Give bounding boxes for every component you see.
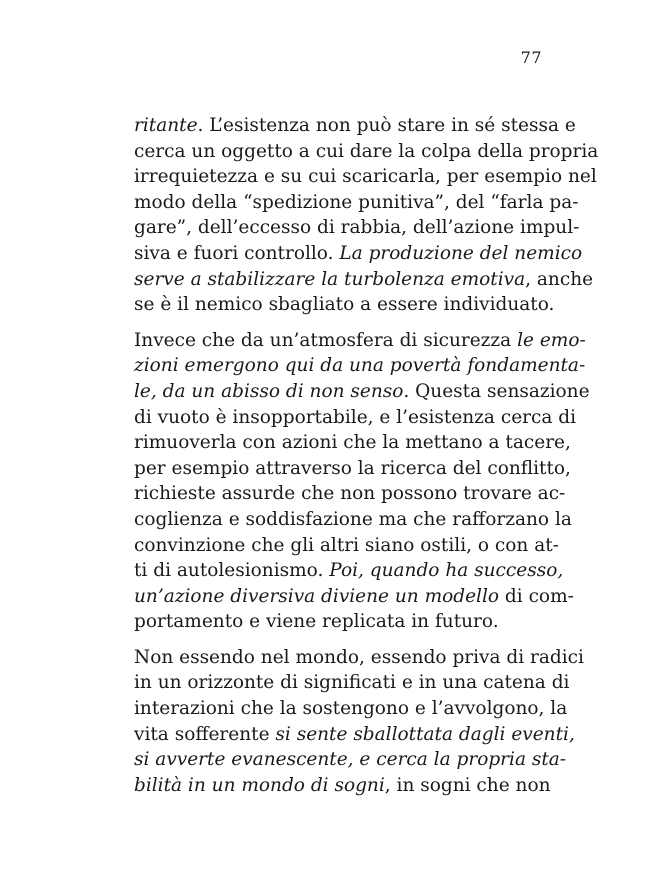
text-line (134, 747, 567, 773)
text-line (134, 164, 597, 190)
text-line (134, 533, 559, 559)
text-line (134, 292, 555, 318)
text-run: in un orizzonte di significati e in una catena di (134, 672, 570, 694)
text-line (134, 430, 571, 456)
text-line (134, 353, 586, 379)
paragraph (134, 113, 599, 318)
italic-run: le emo- (517, 329, 586, 351)
text-run: se è il nemico sbagliato a essere individuato. (134, 294, 555, 316)
text-run: di com- (499, 585, 574, 607)
text-line (134, 190, 579, 216)
text-line (134, 696, 568, 722)
italic-run: serve a stabilizzare la turbolenza emotiva (134, 268, 526, 290)
paragraph (134, 328, 590, 635)
italic-run: si sente sballottata dagli eventi, (275, 723, 575, 745)
text-line (134, 507, 572, 533)
text-run: vita sofferente (134, 723, 276, 745)
text-run: rimuoverla con azioni che la mettano a tacere, (134, 432, 571, 454)
text-run: , in sogni che non (384, 774, 551, 796)
italic-run: Poi, quando ha successo, (329, 560, 564, 582)
text-line (134, 670, 570, 696)
text-run: , anche (525, 268, 594, 290)
text-run: siva e fuori controllo. (134, 242, 340, 264)
italic-run: zioni emergono qui da una povertà fondamenta- (134, 355, 586, 377)
text-run: di vuoto è insopportabile, e l’esistenza cerca di (134, 406, 577, 428)
text-run: modo della “spedizione punitiva”, del “farla pa- (134, 191, 579, 213)
text-line (134, 609, 542, 635)
text-run: interazioni che la sostengono e l’avvolgono, la (134, 698, 568, 720)
text-run: richieste assurde che non possono trovare ac- (134, 483, 566, 505)
paragraph-gap (134, 635, 542, 645)
paragraph (134, 645, 584, 799)
italic-run: bilità in un mondo di sogni (134, 774, 385, 796)
text-line (134, 113, 576, 139)
text-line (134, 405, 577, 431)
text-run: Non essendo nel mondo, essendo priva di radici (134, 646, 584, 668)
text-run: gare”, dell’eccesso di rabbia, dell’azione impul- (134, 217, 580, 239)
text-run: per esempio attraverso la ricerca del conflitto, (134, 457, 571, 479)
text-run: convinzione che gli altri siano ostili, o con at- (134, 534, 559, 556)
body-text (134, 113, 599, 798)
text-line (134, 139, 599, 165)
italic-run: un’azione diversiva diviene un modello (134, 585, 500, 607)
italic-run: si avverte evanescente, e cerca la propria sta- (134, 749, 567, 771)
text-line (134, 328, 586, 354)
text-line (134, 481, 566, 507)
text-run: portamento e viene replicata in futuro. (134, 611, 499, 633)
italic-run: le, da un abisso di non senso (134, 380, 404, 402)
italic-run: La produzione del nemico (339, 242, 583, 264)
text-line (134, 379, 590, 405)
text-line (134, 456, 571, 482)
text-run: Invece che da un’atmosfera di sicurezza (134, 329, 518, 351)
text-run: coglienza e soddisfazione ma che rafforzano la (134, 508, 572, 530)
text-line (134, 584, 574, 610)
text-line (134, 215, 580, 241)
text-run: . Questa sensazione (403, 380, 590, 402)
text-run: irrequietezza e su cui scaricarla, per esempio nel (134, 166, 597, 188)
page-number: 77 (520, 48, 542, 67)
text-line (134, 241, 583, 267)
text-line (134, 645, 584, 671)
text-line (134, 722, 575, 748)
text-line (134, 558, 564, 584)
text-run: ti di autolesionismo. (134, 560, 330, 582)
paragraph-gap (134, 318, 542, 328)
text-line (134, 267, 594, 293)
text-line (134, 773, 551, 799)
italic-run: ritante (134, 115, 198, 136)
text-run: . L’esistenza non può stare in sé stessa e (197, 115, 576, 136)
text-run: cerca un oggetto a cui dare la colpa della propria (134, 140, 599, 162)
